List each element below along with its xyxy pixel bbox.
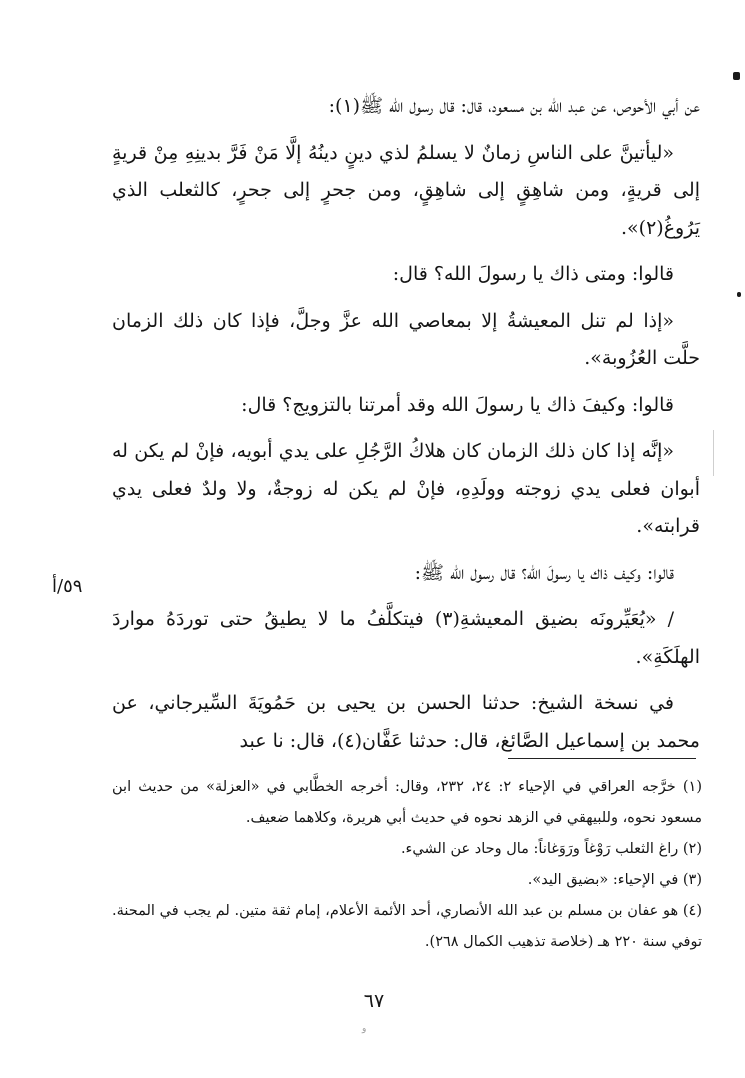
footnote-3: (٣) في الإحياء: «بضيق اليد». xyxy=(527,872,702,888)
paragraph-hadith-1: «ليأتينَّ على الناسِ زمانٌ لا يسلمُ لذي دينٍ دينُهُ إلَّا مَنْ فَرَّ بدينِهِ مِنْ قريةٍ إلى قريةٍ، ومن شاهِقٍ إلى شاهِقٍ، ومن جحرٍ إلى جحرٍ، كالثعلب الذي يَرُوغُ(٢)». xyxy=(112,141,700,239)
paragraph-question-3: قالوا: وكيف ذاك يا رسولَ الله؟ قال رسول الله ﷺ: xyxy=(414,561,674,584)
paragraph-question-1: قالوا: ومتى ذاك يا رسولَ الله؟ قال: xyxy=(392,263,674,285)
footnote-1: (١) خرَّجه العراقي في الإحياء ٢: ٢٤، ٢٣٢، وقال: أخرجه الخطَّابي في «العزلة» من حديث ابن مسعود نحوه، وللبيهقي في الزهد نحوه في حديث أبي هريرة، وكلاهما ضعيف. xyxy=(112,779,702,826)
main-text xyxy=(112,88,700,769)
footnote-divider xyxy=(508,758,696,759)
page-number: ٦٧ xyxy=(363,990,385,1012)
paragraph-manuscript-note: في نسخة الشيخ: حدثنا الحسن بن يحيى بن حَمُويَةَ السِّيرجاني، عن محمد بن إسماعيل الصَّائغ، قال: حدثنا عَفَّان(٤)، قال: نا عبد xyxy=(112,692,700,752)
paragraph-answer-3: / «يُعَيِّرونَه بضيق المعيشةِ(٣) فيتكلَّفُ ما لا يطيقُ حتى توردَهُ مواردَ الهلَكَةِ». xyxy=(112,608,700,668)
footnote-4: (٤) هو عفان بن مسلم بن عبد الله الأنصاري، أحد الأئمة الأعلام، إمام ثقة متين. لم يجب في المحنة. توفي سنة ٢٢٠ هـ (خلاصة تذهيب الكمال ٢٦٨). xyxy=(112,903,702,950)
paragraph-answer-2: «إنَّه إذا كان ذلك الزمان كان هلاكُ الرَّجُلِ على يدي أبويه، فإنْ لم يكن له أبوان فعلى يدي زوجته وولَدِهِ، فإنْ لم يكن له زوجةٌ، ولا ولدٌ فعلى يدي قرابته». xyxy=(112,440,700,537)
paragraph-question-2: قالوا: وكيفَ ذاك يا رسولَ الله وقد أمرتنا بالتزويج؟ قال: xyxy=(241,393,674,416)
scan-artifact-line xyxy=(713,430,714,476)
footnote-2: (٢) راغ الثعلب رَوْغاً ورَوَغاناً: مال وحاد عن الشيء. xyxy=(400,841,702,857)
footnotes xyxy=(112,772,702,958)
scan-edge-dot xyxy=(737,292,741,297)
scan-small-mark: ﻭ xyxy=(362,1024,367,1034)
scan-edge-mark xyxy=(733,72,740,80)
paragraph-answer-1: «إذا لم تنل المعيشةُ إلا بمعاصي الله عزَّ وجلَّ، فإذا كان ذلك الزمان حلَّت العُزُوبة». xyxy=(112,309,700,369)
manuscript-folio-ref: ٥٩/أ xyxy=(52,576,83,597)
paragraph-isnad: عن أبي الأحوص، عن عبد الله بن مسعود، قال: قال رسول الله ﷺ(١): xyxy=(328,95,700,117)
